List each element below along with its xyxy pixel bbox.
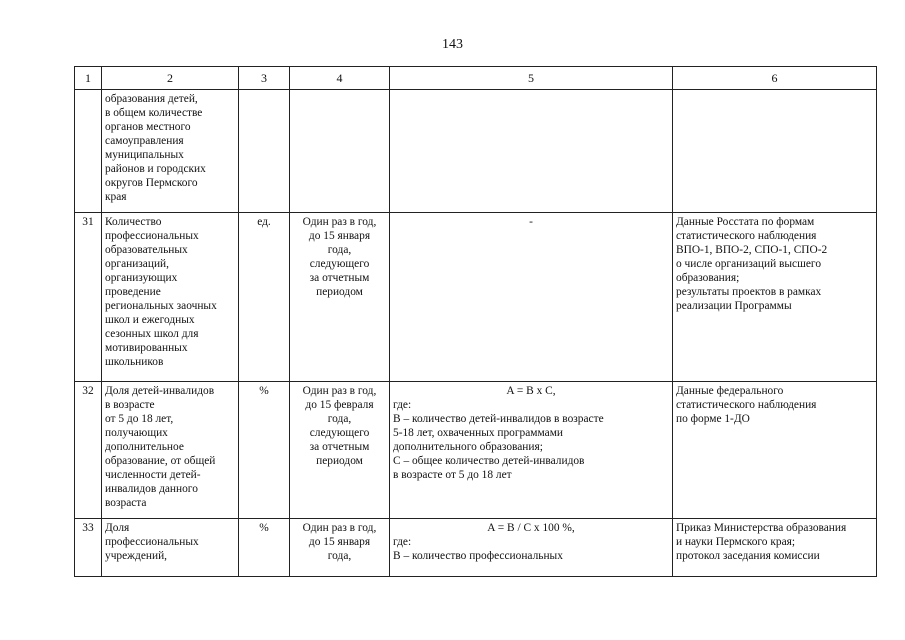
indicator-name-line: проведение bbox=[105, 286, 161, 298]
row-number: 33 bbox=[82, 522, 94, 534]
indicator-name-line: муниципальных bbox=[105, 149, 184, 161]
period-line: до 15 февраля bbox=[305, 399, 374, 411]
indicator-name-line: образование, от общей bbox=[105, 455, 216, 467]
column-header-6: 6 bbox=[673, 67, 877, 90]
indicator-name-line: Доля детей-инвалидов bbox=[105, 385, 215, 397]
source-line: результаты проектов в рамках bbox=[676, 286, 822, 298]
period-line: Один раз в год, bbox=[302, 216, 377, 228]
indicator-name-line: учреждений, bbox=[105, 550, 168, 562]
formula: A = B / C x 100 %, bbox=[487, 522, 575, 534]
calculation-cell bbox=[390, 519, 673, 577]
period-line: за отчетным bbox=[309, 272, 370, 284]
unit-value: % bbox=[259, 385, 269, 397]
source-cell bbox=[673, 213, 877, 382]
period-line: следующего bbox=[309, 427, 370, 439]
source-line: протокол заседания комиссии bbox=[676, 550, 820, 562]
source-line: по форме 1-ДО bbox=[676, 413, 750, 425]
source-line: Приказ Министерства образования bbox=[676, 522, 847, 534]
calculation-line: 5-18 лет, охваченных программами bbox=[393, 427, 563, 439]
column-header-1: 1 bbox=[75, 67, 102, 90]
source-cell bbox=[673, 519, 877, 577]
unit-cell bbox=[239, 382, 290, 519]
indicator-name-line: края bbox=[105, 191, 127, 203]
indicator-name-line: районов и городских bbox=[105, 163, 206, 175]
source-line: статистического наблюдения bbox=[676, 399, 817, 411]
calculation-line: B – количество профессиональных bbox=[393, 550, 563, 562]
row-number: 32 bbox=[82, 385, 94, 397]
calculation-line: B – количество детей-инвалидов в возрасте bbox=[393, 413, 604, 425]
period-line: до 15 января bbox=[308, 230, 371, 242]
indicators-table bbox=[74, 66, 877, 577]
row-number-cell bbox=[75, 382, 102, 519]
period-cell bbox=[290, 213, 390, 382]
header-row bbox=[75, 67, 877, 90]
calculation-cell bbox=[390, 90, 673, 213]
table-row bbox=[75, 382, 877, 519]
period-line: Один раз в год, bbox=[302, 522, 377, 534]
column-header-4: 4 bbox=[290, 67, 390, 90]
calculation-line: C – общее количество детей-инвалидов bbox=[393, 455, 585, 467]
indicator-name-cell bbox=[102, 213, 239, 382]
period-line: периодом bbox=[316, 286, 363, 298]
source-line: о числе организаций высшего bbox=[676, 258, 822, 270]
column-header-5: 5 bbox=[390, 67, 673, 90]
period-line: за отчетным bbox=[309, 441, 370, 453]
column-header-3: 3 bbox=[239, 67, 290, 90]
indicator-name-cell bbox=[102, 519, 239, 577]
table-row bbox=[75, 519, 877, 577]
unit-cell bbox=[239, 213, 290, 382]
indicator-name-cell bbox=[102, 382, 239, 519]
unit-value: % bbox=[259, 522, 269, 534]
row-number-cell bbox=[75, 90, 102, 213]
indicator-name-line: школ и ежегодных bbox=[105, 314, 195, 326]
calculation-cell bbox=[390, 382, 673, 519]
indicator-name-line: школьников bbox=[105, 356, 164, 368]
indicator-name-line: в общем количестве bbox=[105, 107, 203, 119]
indicator-name-line: образовательных bbox=[105, 244, 188, 256]
page-number: 143 bbox=[442, 37, 463, 52]
row-number: 31 bbox=[82, 216, 94, 228]
period-line: года, bbox=[327, 413, 352, 425]
period-line: до 15 января bbox=[308, 536, 371, 548]
period-line: года, bbox=[327, 550, 352, 562]
indicator-name-line: мотивированных bbox=[105, 342, 188, 354]
calculation-line: где: bbox=[393, 536, 412, 548]
formula: A = B x C, bbox=[506, 385, 556, 397]
column-header-2: 2 bbox=[102, 67, 239, 90]
source-line: и науки Пермского края; bbox=[676, 536, 796, 548]
indicator-name-line: образования детей, bbox=[105, 93, 198, 105]
source-line: Данные федерального bbox=[676, 385, 784, 397]
indicator-name-line: сезонных школ для bbox=[105, 328, 199, 340]
indicator-name-line: организующих bbox=[105, 272, 178, 284]
formula: - bbox=[529, 216, 533, 228]
table-row bbox=[75, 90, 877, 213]
source-line: ВПО-1, ВПО-2, СПО-1, СПО-2 bbox=[676, 244, 828, 256]
indicator-name-line: округов Пермского bbox=[105, 177, 198, 189]
unit-cell bbox=[239, 90, 290, 213]
source-line: статистического наблюдения bbox=[676, 230, 817, 242]
source-cell bbox=[673, 90, 877, 213]
period-cell bbox=[290, 90, 390, 213]
indicator-name-line: возраста bbox=[105, 497, 147, 509]
calculation-line: дополнительного образования; bbox=[393, 441, 543, 453]
source-cell bbox=[673, 382, 877, 519]
indicator-name-line: Количество bbox=[105, 216, 162, 228]
indicator-name-line: профессиональных bbox=[105, 536, 199, 548]
indicator-name-line: самоуправления bbox=[105, 135, 184, 147]
calculation-line: в возрасте от 5 до 18 лет bbox=[393, 469, 512, 481]
indicator-name-line: инвалидов данного bbox=[105, 483, 198, 495]
period-line: Один раз в год, bbox=[302, 385, 377, 397]
period-cell bbox=[290, 519, 390, 577]
source-line: Данные Росстата по формам bbox=[676, 216, 815, 228]
unit-value: ед. bbox=[257, 216, 271, 228]
indicator-name-line: региональных заочных bbox=[105, 300, 217, 312]
calculation-line: где: bbox=[393, 399, 412, 411]
period-line: следующего bbox=[309, 258, 370, 270]
source-line: реализации Программы bbox=[676, 300, 792, 312]
indicator-name-line: организаций, bbox=[105, 258, 169, 270]
table-row bbox=[75, 213, 877, 382]
row-number-cell bbox=[75, 519, 102, 577]
period-line: года, bbox=[327, 244, 352, 256]
indicator-name-line: дополнительное bbox=[105, 441, 184, 453]
indicator-name-line: Доля bbox=[105, 522, 130, 534]
indicator-name-line: численности детей- bbox=[105, 469, 201, 481]
indicator-name-line: от 5 до 18 лет, bbox=[105, 413, 174, 425]
indicator-name-line: органов местного bbox=[105, 121, 191, 133]
calculation-cell bbox=[390, 213, 673, 382]
indicator-name-line: профессиональных bbox=[105, 230, 199, 242]
row-number-cell bbox=[75, 213, 102, 382]
indicator-name-line: получающих bbox=[105, 427, 168, 439]
unit-cell bbox=[239, 519, 290, 577]
source-line: образования; bbox=[676, 272, 740, 284]
indicator-name-line: в возрасте bbox=[105, 399, 155, 411]
period-cell bbox=[290, 382, 390, 519]
period-line: периодом bbox=[316, 455, 363, 467]
indicator-name-cell bbox=[102, 90, 239, 213]
